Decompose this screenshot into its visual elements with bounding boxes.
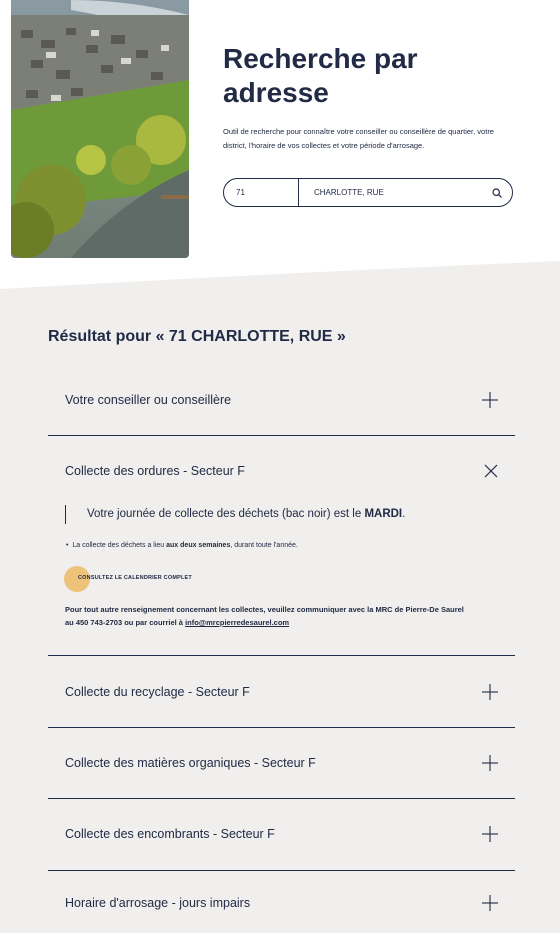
accordion-recycling[interactable] xyxy=(48,657,515,727)
aerial-photo xyxy=(11,0,189,258)
accordion-organic[interactable] xyxy=(48,729,515,797)
result-title: Résultat pour « 71 CHARLOTTE, RUE » xyxy=(48,328,346,345)
accordion-label: Collecte du recyclage - Secteur F xyxy=(65,685,250,699)
civic-number-input[interactable]: 71 xyxy=(224,179,299,206)
plus-icon xyxy=(482,826,498,842)
accordion-watering[interactable] xyxy=(48,872,515,933)
plus-icon xyxy=(482,895,498,911)
address-search xyxy=(223,178,513,207)
search-button[interactable] xyxy=(482,179,512,206)
divider xyxy=(48,727,515,728)
divider xyxy=(48,870,515,871)
calendar-button[interactable] xyxy=(64,566,192,590)
plus-icon xyxy=(482,755,498,771)
calendar-button-label: CONSULTEZ LE CALENDRIER COMPLET xyxy=(78,575,192,581)
plus-icon xyxy=(482,392,498,408)
accordion-label: Collecte des matières organiques - Secteur F xyxy=(65,756,316,770)
page-description: Outil de recherche pour connaître votre conseiller ou conseillère de quartier, votre district, l'horaire de vos collectes et votre période d'arrosage. xyxy=(223,127,494,150)
accordion-label: Collecte des encombrants - Secteur F xyxy=(65,827,275,841)
accordion-label: Collecte des ordures - Secteur F xyxy=(65,464,245,478)
accordion-garbage[interactable] xyxy=(48,440,515,502)
plus-icon xyxy=(482,684,498,700)
accordion-label: Votre conseiller ou conseillère xyxy=(65,393,232,407)
close-icon xyxy=(484,464,498,478)
divider xyxy=(48,435,515,436)
accordion-bulky[interactable] xyxy=(48,800,515,868)
quote-bar xyxy=(65,505,66,524)
street-input[interactable]: CHARLOTTE, RUE xyxy=(314,188,384,197)
accordion-councillor[interactable] xyxy=(48,366,515,434)
divider xyxy=(48,798,515,799)
email-link[interactable]: info@mrcpierredesaurel.com xyxy=(185,618,290,627)
contact-info: Pour tout autre renseignement concernant les collectes, veuillez communiquer avec la MRC de Pierre-De Saurel au 450 743-2703 ou par courriel à info@mrcpierredesaurel.com xyxy=(65,605,464,627)
collection-day: Votre journée de collecte des déchets (bac noir) est le MARDI. xyxy=(87,508,406,520)
page-title: Recherche par adresse xyxy=(223,43,418,108)
collection-note: • La collecte des déchets a lieu aux deux semaines, durant toute l'année. xyxy=(66,542,298,549)
section-divider-wave xyxy=(0,255,560,305)
divider xyxy=(48,655,515,656)
search-icon xyxy=(492,188,502,198)
accordion-label: Horaire d'arrosage - jours impairs xyxy=(65,895,251,910)
